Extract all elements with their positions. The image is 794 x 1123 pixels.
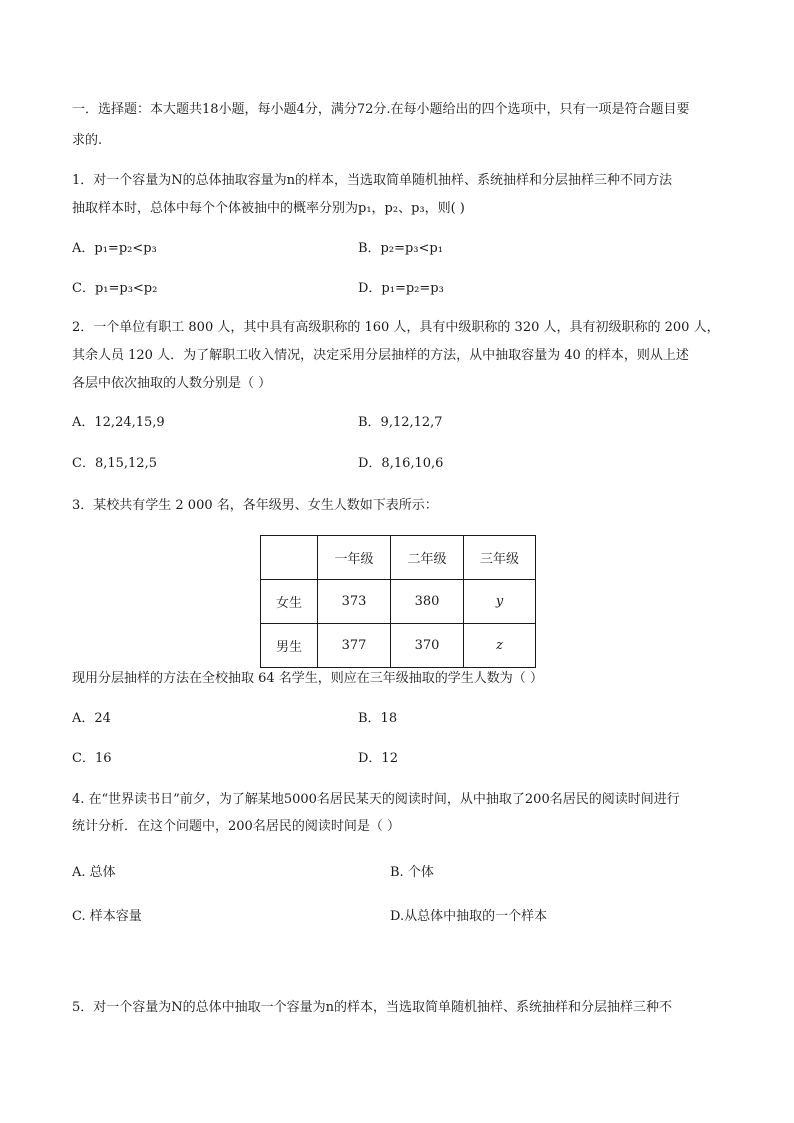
q2-option-a[interactable]: A．12,24,15,9 xyxy=(72,415,165,430)
q2-option-b[interactable]: B．9,12,12,7 xyxy=(358,415,443,430)
q1-option-c[interactable]: C．p₁=p₃<p₂ xyxy=(72,281,158,296)
q3-stem-line1: 3．某校共有学生 2 000 名，各年级男、女生人数如下表所示： xyxy=(72,498,438,513)
q1-stem-line1: 1．对一个容量为N的总体抽取容量为n的样本，当选取简单随机抽样、系统抽样和分层抽样三种不同方法 xyxy=(72,173,673,188)
table-cell: 377 xyxy=(318,624,391,668)
table-row xyxy=(261,580,536,624)
q4-option-d[interactable]: D.从总体中抽取的一个样本 xyxy=(390,909,548,924)
q3-option-b[interactable]: B．18 xyxy=(358,711,398,726)
table-row xyxy=(261,624,536,668)
table-header-cell: 二年级 xyxy=(391,536,464,580)
table-cell: 女生 xyxy=(261,580,318,624)
q3-option-a[interactable]: A．24 xyxy=(72,711,111,726)
table-cell: 380 xyxy=(391,580,464,624)
q5-stem-line1: 5．对一个容量为N的总体中抽取一个容量为n的样本，当选取简单随机抽样、系统抽样和分层抽样三种不 xyxy=(72,1000,673,1015)
table-header-cell: 三年级 xyxy=(464,536,536,580)
table-header-cell xyxy=(261,536,318,580)
q1-option-d[interactable]: D．p₁=p₂=p₃ xyxy=(358,281,444,296)
q4-stem-line1: 4. 在“世界读书日”前夕，为了解某地5000名居民某天的阅读时间，从中抽取了200名居民的阅读时间进行 xyxy=(72,792,680,807)
q1-option-a[interactable]: A．p₁=p₂<p₃ xyxy=(72,241,157,256)
q2-option-d[interactable]: D．8,16,10,6 xyxy=(358,456,444,471)
table-cell: 373 xyxy=(318,580,391,624)
q1-option-b[interactable]: B．p₂=p₃<p₁ xyxy=(358,241,443,256)
table-header-cell: 一年级 xyxy=(318,536,391,580)
q2-stem-line1: 2．一个单位有职工 800 人，其中具有高级职称的 160 人，具有中级职称的 320 人，具有初级职称的 200 人， xyxy=(72,320,720,335)
table-header-row xyxy=(261,536,536,580)
q4-option-c[interactable]: C. 样本容量 xyxy=(72,909,142,924)
table-cell: z xyxy=(464,624,536,668)
q4-option-b[interactable]: B. 个体 xyxy=(390,865,434,880)
section-instruction-line2: 求的. xyxy=(72,133,103,148)
q2-stem-line3: 各层中依次抽取的人数分别是（ ） xyxy=(72,376,272,391)
q1-stem-line2: 抽取样本时，总体中每个个体被抽中的概率分别为p₁，p₂、p₃，则( ) xyxy=(72,201,465,216)
section-instruction-line1: 一．选择题：本大题共18小题，每小题4分，满分72分.在每小题给出的四个选项中，只有一项是符合题目要 xyxy=(72,102,690,117)
table-cell: 男生 xyxy=(261,624,318,668)
q4-stem-line2: 统计分析．在这个问题中，200名居民的阅读时间是（ ） xyxy=(72,819,400,834)
q3-option-d[interactable]: D．12 xyxy=(358,751,398,766)
q3-option-c[interactable]: C．16 xyxy=(72,751,112,766)
q2-option-c[interactable]: C．8,15,12,5 xyxy=(72,456,157,471)
q3-stem-line2: 现用分层抽样的方法在全校抽取 64 名学生，则应在三年级抽取的学生人数为（ ） xyxy=(72,671,543,686)
grade-gender-table xyxy=(260,535,536,668)
table-cell: y xyxy=(464,580,536,624)
q4-option-a[interactable]: A. 总体 xyxy=(72,865,116,880)
q2-stem-line2: 其余人员 120 人．为了解职工收入情况，决定采用分层抽样的方法，从中抽取容量为 40 的样本，则从上述 xyxy=(72,348,689,363)
table-cell: 370 xyxy=(391,624,464,668)
